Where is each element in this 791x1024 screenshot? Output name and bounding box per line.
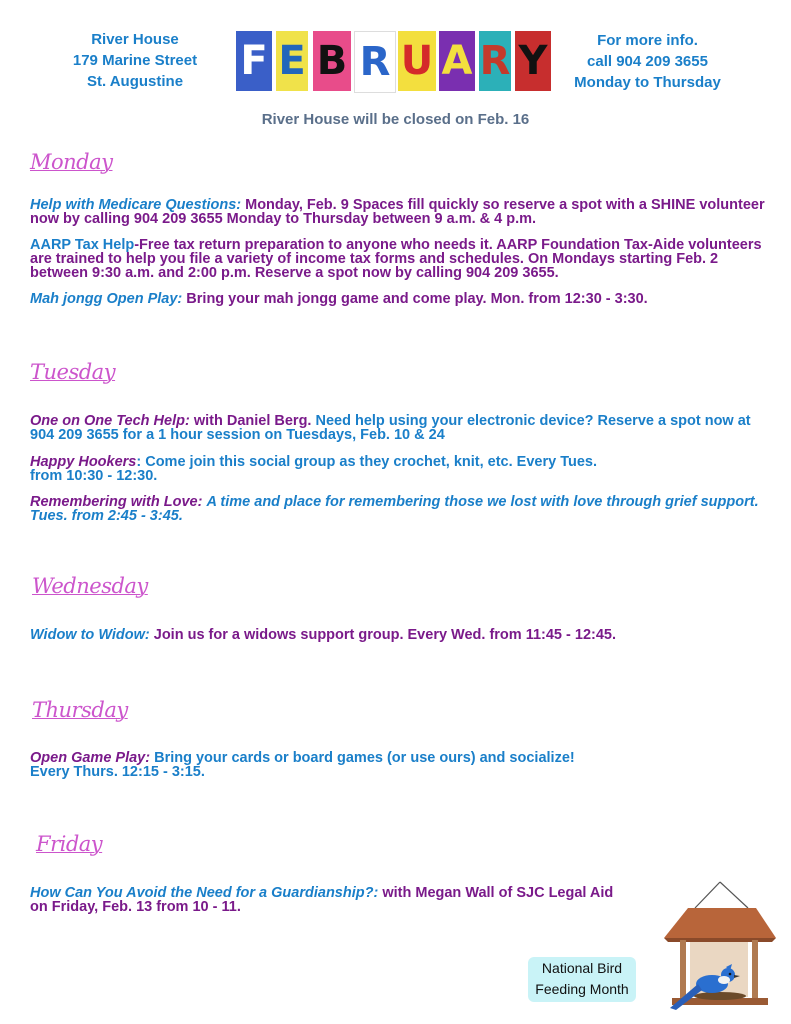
- feeder-post: [680, 940, 686, 1002]
- badge-line: National Bird: [541, 960, 623, 976]
- day-heading-wednesday: Wednesday: [32, 574, 148, 598]
- hanger-wire: [695, 882, 720, 908]
- event-title: One on One Tech Help:: [30, 413, 190, 429]
- day-heading-monday: Monday: [30, 150, 113, 174]
- venue-street: 179 Marine Street: [72, 52, 198, 69]
- bird-feeding-badge: [528, 957, 636, 1002]
- event-game-play: [30, 751, 765, 779]
- event-text: A time and place for remembering those we lost with love through grief support. Tues. from 2:45 - 3:45.: [30, 494, 759, 524]
- closed-notice: River House will be closed on Feb. 16: [261, 111, 530, 128]
- event-text: Need help using your electronic device? Reserve a spot now at 904 209 3655 for a 1 hour session on Tuesdays, Feb. 10 & 24: [30, 413, 751, 443]
- feeder-roof: [664, 908, 776, 938]
- event-aarp: [30, 238, 765, 280]
- event-title: AARP Tax Help: [30, 237, 135, 253]
- title-letter: B: [313, 31, 351, 91]
- event-text: -Free tax return preparation to anyone who needs it. AARP Foundation Tax-Aide volunteers are trained to help you file a variety of income tax forms and schedules. On Mondays starting Feb. 2 between 9:30 a.m. and 2:00 p.m. Reserve a spot now by calling 904 209 3655.: [30, 237, 762, 281]
- address-block: [55, 29, 215, 92]
- title-letter: F: [236, 31, 272, 91]
- event-guardianship: [30, 886, 690, 914]
- venue-city: St. Augustine: [86, 73, 184, 90]
- contact-line: For more info.: [597, 32, 698, 49]
- title-letter: A: [439, 31, 475, 91]
- event-text: Bring your mah jongg game and come play. Mon. from 12:30 - 3:30.: [186, 291, 648, 307]
- event-mahjongg: [30, 292, 765, 306]
- event-title: Help with Medicare Questions:: [30, 197, 242, 213]
- hanger-wire: [720, 882, 748, 908]
- contact-phone: call 904 209 3655: [587, 53, 708, 70]
- day-heading-friday: Friday: [36, 832, 103, 856]
- event-text-line2: from 10:30 - 12:30.: [30, 468, 158, 484]
- seeds: [694, 992, 746, 1000]
- title-letter: R: [479, 31, 511, 91]
- contact-days: Monday to Thursday: [574, 74, 721, 91]
- feeder-post: [752, 940, 758, 1002]
- event-text: with Megan Wall of SJC Legal Aid: [382, 885, 614, 901]
- month-title: [236, 31, 552, 93]
- event-text: Monday, Feb. 9 Spaces fill quickly so reserve a spot with a SHINE volunteer now by calling 904 209 3655 Monday to Thursday between 9 a.m. & 4 p.m.: [30, 197, 765, 227]
- event-happy-hookers: [30, 455, 765, 483]
- event-title: Remembering with Love:: [30, 494, 203, 510]
- event-title: Happy Hookers: [30, 454, 137, 470]
- event-text: : Come join this social group as they crochet, knit, etc. Every Tues.: [136, 454, 598, 470]
- event-medicare: [30, 198, 765, 226]
- event-text: Join us for a widows support group. Every Wed. from 11:45 - 12:45.: [153, 627, 616, 643]
- title-letter: E: [276, 31, 308, 91]
- event-title: How Can You Avoid the Need for a Guardianship?:: [30, 885, 379, 901]
- event-widow: [30, 628, 765, 642]
- venue-name: River House: [91, 31, 179, 48]
- event-title: Mah jongg Open Play:: [30, 291, 183, 307]
- event-text-line2: Every Thurs. 12:15 - 3:15.: [30, 764, 205, 780]
- day-heading-tuesday: Tuesday: [30, 360, 116, 384]
- event-presenter: with Daniel Berg.: [193, 413, 312, 429]
- event-text-line2: on Friday, Feb. 13 from 10 - 11.: [30, 899, 241, 915]
- day-heading-thursday: Thursday: [32, 698, 128, 722]
- event-text: Bring your cards or board games (or use ours) and socialize!: [154, 750, 575, 766]
- bird-feeder-image: [660, 880, 780, 1015]
- title-letter: R: [354, 31, 396, 93]
- title-letter: Y: [515, 31, 551, 91]
- event-tech-help: [30, 414, 765, 442]
- badge-line: Feeding Month: [535, 981, 629, 997]
- contact-block: [560, 30, 735, 93]
- title-letter: U: [398, 31, 436, 91]
- event-title: Open Game Play:: [30, 750, 151, 766]
- event-remembering: [30, 495, 765, 523]
- event-title: Widow to Widow:: [30, 627, 150, 643]
